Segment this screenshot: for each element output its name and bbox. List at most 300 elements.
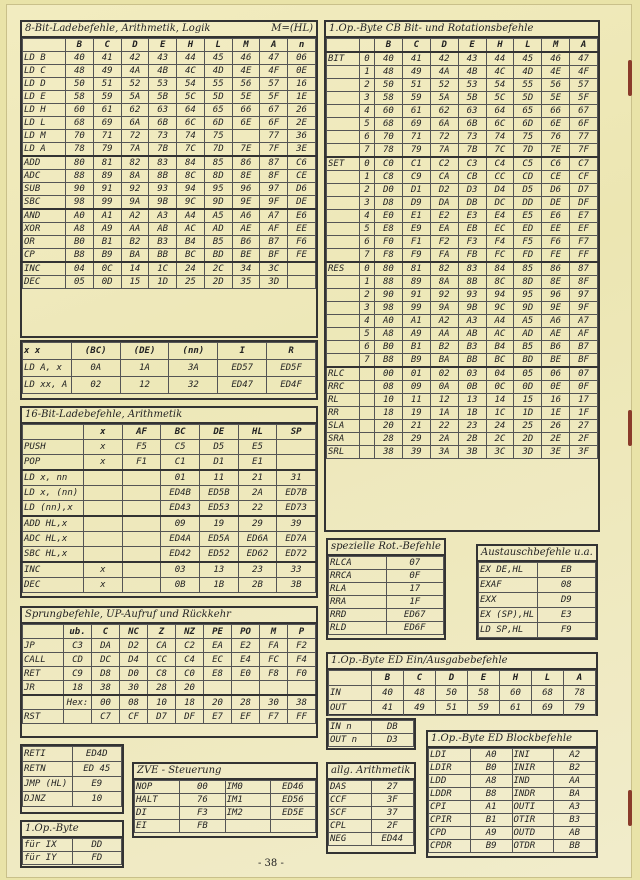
table-row — [23, 852, 122, 865]
block-grid — [428, 748, 596, 853]
table-row — [479, 608, 596, 623]
operand-cell — [84, 470, 123, 486]
opcode-cell: 3D — [260, 276, 288, 289]
opcode-cell: 0F — [386, 570, 444, 583]
table-row — [23, 547, 316, 563]
opcode-cell: 96 — [232, 183, 260, 196]
opcode-cell: 12 — [120, 377, 169, 394]
row-label: RRD — [329, 609, 387, 622]
opcode-cell: ED73 — [277, 501, 316, 517]
opcode-cell: E5 — [238, 440, 277, 455]
table-row — [23, 117, 316, 130]
column-header: E — [468, 671, 500, 686]
opcode-cell: F1 — [402, 236, 430, 249]
table-row — [429, 775, 596, 788]
opcode-cell: BD — [204, 249, 232, 263]
opcode-cell: 19 — [402, 407, 430, 420]
zve-table — [132, 762, 318, 838]
opcode-cell: 2C — [204, 262, 232, 276]
load8-mhl: M=(HL) — [271, 23, 313, 34]
table-row — [479, 563, 596, 578]
opcode-cell: 41 — [402, 52, 430, 66]
opcode-cell: AA — [121, 223, 149, 236]
opcode-cell: 7D — [514, 144, 542, 158]
opcode-cell: 85 — [204, 156, 232, 170]
column-header: x — [84, 425, 123, 440]
hex-cell: 20 — [204, 695, 232, 710]
opcode-cell: F6 — [542, 236, 570, 249]
row-label: CPL — [329, 820, 372, 833]
group-label: BIT — [327, 52, 360, 66]
opcode-cell: E0 — [375, 210, 403, 223]
opcode-cell: C0 — [176, 667, 204, 681]
opcode-cell: 5E — [542, 92, 570, 105]
opcode-cell: 69 — [402, 118, 430, 131]
opcode-cell: F0 — [375, 236, 403, 249]
opcode-cell: 91 — [93, 183, 121, 196]
opcode-cell: 79 — [564, 701, 596, 716]
table-row — [23, 170, 316, 183]
row-label: LD SP,HL — [479, 623, 538, 638]
opcode-cell: 78 — [66, 143, 94, 157]
opcode-cell: ED56 — [270, 794, 315, 807]
opcode-cell: 1F — [386, 596, 444, 609]
opcode-cell: 1A — [430, 407, 458, 420]
opcode-cell — [232, 681, 260, 696]
opcode-cell: D3 — [371, 734, 414, 747]
opcode-cell: B9 — [402, 354, 430, 368]
table-row — [327, 420, 598, 433]
table-row — [23, 52, 316, 65]
opcode-cell: 3A — [169, 360, 218, 377]
row-label: LD A, x — [23, 360, 72, 377]
opcode-cell: A2 — [554, 749, 596, 762]
row-label: RRCA — [329, 570, 387, 583]
table-row — [23, 249, 316, 263]
opcode-cell: 2F — [570, 433, 598, 446]
prefix-table — [20, 820, 124, 868]
opcode-cell: ED72 — [277, 547, 316, 563]
prefix-grid — [22, 838, 122, 865]
table-row — [329, 671, 596, 686]
group-label — [327, 289, 360, 302]
opcode-cell: FC — [486, 249, 514, 263]
group-label — [327, 276, 360, 289]
opcode-cell: A8 — [66, 223, 94, 236]
opcode-cell: 08 — [537, 578, 596, 593]
operand-cell: x — [84, 440, 123, 455]
table-row — [327, 328, 598, 341]
exchange-table — [476, 544, 598, 640]
opcode-cell: 17 — [570, 394, 598, 407]
opcode-cell: 18 — [375, 407, 403, 420]
table-row — [329, 609, 444, 622]
opcode-cell: ED46 — [270, 781, 315, 794]
column-header: L — [532, 671, 564, 686]
opcode-cell: B6 — [542, 341, 570, 354]
row-label: PUSH — [23, 440, 84, 455]
opcode-cell: 84 — [486, 262, 514, 276]
row-label: EXAF — [479, 578, 538, 593]
opcode-cell: D9 — [537, 593, 596, 608]
opcode-cell: 8F — [260, 170, 288, 183]
mnemonic-cell: DI — [135, 807, 180, 820]
opcode-cell: 5E — [232, 91, 260, 104]
mnemonic-cell: CPD — [429, 827, 471, 840]
group-label — [327, 144, 360, 158]
row-label: OUT n — [329, 734, 372, 747]
opcode-cell: B9 — [470, 840, 512, 853]
opcode-cell: 37 — [371, 807, 414, 820]
opcode-cell: A8 — [375, 328, 403, 341]
opcode-cell: 1D — [514, 407, 542, 420]
opcode-cell: 42 — [121, 52, 149, 65]
opcode-cell: DE — [542, 197, 570, 210]
opcode-cell: 65 — [204, 104, 232, 117]
opcode-cell: 89 — [93, 170, 121, 183]
opcode-cell: FD — [514, 249, 542, 263]
opcode-cell: 81 — [402, 262, 430, 276]
opcode-cell: A1 — [93, 209, 121, 223]
opcode-cell: F9 — [402, 249, 430, 263]
hex-label: Hex: — [64, 695, 92, 710]
opcode-cell: F0 — [288, 667, 316, 681]
opcode-cell: 6C — [177, 117, 205, 130]
opcode-cell: EB — [458, 223, 486, 236]
opcode-cell: ED47 — [218, 377, 267, 394]
opcode-cell: 28 — [375, 433, 403, 446]
opcode-cell: FE — [288, 249, 316, 263]
opcode-cell: FA — [430, 249, 458, 263]
opcode-cell: ED6A — [238, 532, 277, 547]
bit-index: 0 — [360, 157, 375, 171]
opcode-cell: 25 — [514, 420, 542, 433]
opcode-cell: 89 — [402, 276, 430, 289]
header-cell — [23, 625, 64, 639]
opcode-cell: 07 — [570, 367, 598, 381]
opcode-cell: F7 — [570, 236, 598, 249]
opcode-cell: F4 — [288, 653, 316, 667]
opcode-cell: B1 — [93, 236, 121, 249]
opcode-cell: 12 — [430, 394, 458, 407]
opcode-cell: 8E — [232, 170, 260, 183]
column-header: D — [121, 39, 149, 52]
opcode-cell: 62 — [430, 105, 458, 118]
row-label: für IY — [23, 852, 73, 865]
opcode-cell: 9A — [430, 302, 458, 315]
bit-index: 5 — [360, 223, 375, 236]
opcode-cell: ED7A — [277, 532, 316, 547]
opcode-cell: 79 — [402, 144, 430, 158]
opcode-cell: 9E — [542, 302, 570, 315]
opcode-cell: 55 — [514, 79, 542, 92]
column-header: R — [267, 343, 316, 360]
opcode-cell: 84 — [177, 156, 205, 170]
opcode-cell: EE — [288, 223, 316, 236]
opcode-cell: 06 — [542, 367, 570, 381]
table-row — [23, 777, 122, 792]
table-row — [23, 747, 122, 762]
column-header: M — [542, 39, 570, 53]
table-row — [135, 807, 316, 820]
group-label — [327, 354, 360, 368]
mnemonic-cell: OTIR — [512, 814, 554, 827]
opcode-cell: F3 — [180, 807, 225, 820]
opcode-cell: 80 — [66, 156, 94, 170]
table-row — [23, 360, 316, 377]
opcode-cell: 43 — [149, 52, 177, 65]
row-label: SUB — [23, 183, 66, 196]
opcode-cell: 57 — [260, 78, 288, 91]
row-label: OUT — [329, 701, 372, 716]
mnemonic-cell: IM2 — [225, 807, 270, 820]
opcode-cell: 65 — [514, 105, 542, 118]
opcode-cell: 0C — [93, 262, 121, 276]
opcode-cell: 18 — [64, 681, 92, 696]
mnemonic-cell: NOP — [135, 781, 180, 794]
opcode-cell: E2 — [430, 210, 458, 223]
table-row — [23, 562, 316, 578]
opcode-cell: A3 — [149, 209, 177, 223]
opcode-cell: ED44 — [371, 833, 414, 846]
opcode-cell: 9E — [232, 196, 260, 210]
table-row — [429, 762, 596, 775]
zve-grid — [134, 780, 316, 833]
opcode-cell: 4B — [149, 65, 177, 78]
group-label — [327, 223, 360, 236]
opcode-cell: ED 45 — [72, 762, 122, 777]
group-label — [327, 171, 360, 184]
operand-cell — [84, 516, 123, 532]
opcode-cell: B0 — [375, 341, 403, 354]
jump-title: Sprungbefehle, UP-Aufruf und Rückkehr — [22, 608, 316, 624]
opcode-cell: ED4A — [161, 532, 200, 547]
opcode-cell: 20 — [176, 681, 204, 696]
table-row — [327, 354, 598, 368]
table-row — [327, 52, 598, 66]
opcode-cell: 7A — [430, 144, 458, 158]
opcode-cell: E2 — [232, 639, 260, 653]
opcode-cell: 2E — [288, 117, 316, 130]
opcode-cell: EC — [204, 653, 232, 667]
opcode-cell: 10 — [72, 792, 122, 807]
opcode-cell: 6F — [260, 117, 288, 130]
opcode-cell: B2 — [430, 341, 458, 354]
opcode-cell: E3 — [537, 608, 596, 623]
operand-cell — [84, 486, 123, 501]
row-label: EX (SP),HL — [479, 608, 538, 623]
opcode-cell: 59 — [93, 91, 121, 104]
opcode-cell: A2 — [430, 315, 458, 328]
opcode-cell: FB — [180, 820, 225, 833]
opcode-cell: 44 — [177, 52, 205, 65]
ex-title: Austauschbefehle u.a. — [478, 546, 596, 562]
load8-title: 8-Bit-Ladebefehle, Arithmetik, Logik — [25, 23, 211, 34]
load8-header — [22, 22, 316, 38]
opcode-cell: F2 — [430, 236, 458, 249]
row-label: RR — [327, 407, 360, 420]
opcode-cell: FB — [458, 249, 486, 263]
opcode-cell: 24 — [177, 262, 205, 276]
row-label: DEC — [23, 276, 66, 289]
opcode-cell — [122, 470, 161, 486]
opcode-cell: C7 — [570, 157, 598, 171]
row-label: XOR — [23, 223, 66, 236]
arith-title: allg. Arithmetik — [328, 764, 414, 780]
opcode-cell: 6C — [486, 118, 514, 131]
mnemonic-cell: OUTI — [512, 801, 554, 814]
opcode-cell: 09 — [402, 381, 430, 394]
opcode-cell: AC — [177, 223, 205, 236]
opcode-cell: 26 — [542, 420, 570, 433]
opcode-cell: A9 — [470, 827, 512, 840]
mnemonic-cell: IM1 — [225, 794, 270, 807]
bit-index: 2 — [360, 79, 375, 92]
opcode-cell: 6D — [204, 117, 232, 130]
opcode-cell: 8B — [149, 170, 177, 183]
opcode-cell: F1 — [122, 455, 161, 471]
opcode-cell: 59 — [468, 701, 500, 716]
opcode-cell: 8C — [486, 276, 514, 289]
opcode-cell: 15 — [514, 394, 542, 407]
spacer-cell — [64, 710, 92, 724]
opcode-cell: 93 — [458, 289, 486, 302]
table-row — [479, 623, 596, 638]
table-row — [329, 583, 444, 596]
opcode-cell: 5F — [260, 91, 288, 104]
opcode-cell: 8D — [204, 170, 232, 183]
opcode-cell: 64 — [177, 104, 205, 117]
opcode-cell: 04 — [486, 367, 514, 381]
opcode-cell: 08 — [375, 381, 403, 394]
row-label: OR — [23, 236, 66, 249]
prefix-title: 1.Op.-Byte — [22, 822, 122, 838]
opcode-cell: AA — [430, 328, 458, 341]
opcode-cell: EA — [430, 223, 458, 236]
opcode-cell: E8 — [375, 223, 403, 236]
opcode-cell: 88 — [66, 170, 94, 183]
group-label — [327, 131, 360, 144]
opcode-cell: 60 — [500, 686, 532, 701]
opcode-cell: ED52 — [199, 547, 238, 563]
opcode-cell: B2 — [121, 236, 149, 249]
opcode-cell: AA — [554, 775, 596, 788]
opcode-cell: ED6F — [386, 622, 444, 635]
opcode-cell: D4 — [120, 653, 148, 667]
io-n-grid — [328, 720, 414, 747]
opcode-cell: 52 — [121, 78, 149, 91]
opcode-cell: C1 — [161, 455, 200, 471]
opcode-cell: B7 — [570, 341, 598, 354]
opcode-cell: 9F — [260, 196, 288, 210]
opcode-cell: 1F — [570, 407, 598, 420]
table-row — [479, 578, 596, 593]
opcode-cell: 48 — [404, 686, 436, 701]
opcode-cell: DF — [570, 197, 598, 210]
opcode-cell: DB — [371, 721, 414, 734]
opcode-cell: 02 — [430, 367, 458, 381]
opcode-cell: 4F — [570, 66, 598, 79]
opcode-cell: 7D — [204, 143, 232, 157]
table-row — [327, 144, 598, 158]
group-label — [327, 341, 360, 354]
jump-grid — [22, 624, 316, 724]
mnemonic-cell: INI — [512, 749, 554, 762]
opcode-cell: 58 — [468, 686, 500, 701]
table-row — [23, 236, 316, 249]
column-header: E — [149, 39, 177, 52]
table-row — [23, 667, 316, 681]
opcode-cell: 32 — [169, 377, 218, 394]
opcode-cell: B4 — [177, 236, 205, 249]
opcode-cell: 41 — [372, 701, 404, 716]
opcode-cell: ED62 — [238, 547, 277, 563]
bit-table — [324, 20, 600, 532]
mnemonic-cell: CPDR — [429, 840, 471, 853]
opcode-cell: 36 — [288, 130, 316, 143]
opcode-cell: E9 — [402, 223, 430, 236]
opcode-cell: 7F — [570, 144, 598, 158]
opcode-cell: C6 — [288, 156, 316, 170]
table-row — [23, 440, 316, 455]
opcode-cell: 56 — [542, 79, 570, 92]
opcode-cell: 5F — [570, 92, 598, 105]
table-row — [479, 593, 596, 608]
opcode-cell: 68 — [66, 117, 94, 130]
opcode-cell: 61 — [402, 105, 430, 118]
opcode-cell: D0 — [120, 667, 148, 681]
column-header: BC — [161, 425, 200, 440]
opcode-cell: 78 — [375, 144, 403, 158]
arith-table — [326, 762, 416, 854]
table-row — [327, 210, 598, 223]
opcode-cell: 3B — [458, 446, 486, 459]
table-row — [327, 236, 598, 249]
rst-cell: C7 — [92, 710, 120, 724]
opcode-cell: 43 — [458, 52, 486, 66]
load8-grid — [22, 38, 316, 289]
opcode-cell: BD — [514, 354, 542, 368]
opcode-cell: B2 — [554, 762, 596, 775]
opcode-cell: DC — [486, 197, 514, 210]
table-row — [327, 249, 598, 263]
opcode-cell: 4A — [121, 65, 149, 78]
opcode-cell: AD — [514, 328, 542, 341]
opcode-cell: 54 — [486, 79, 514, 92]
opcode-cell: ED4B — [161, 486, 200, 501]
opcode-cell: 8B — [458, 276, 486, 289]
bit-grid — [326, 38, 598, 459]
rst-label: RST — [23, 710, 64, 724]
opcode-cell: 82 — [121, 156, 149, 170]
opcode-cell: 73 — [458, 131, 486, 144]
opcode-cell — [122, 516, 161, 532]
opcode-cell: 2A — [238, 486, 277, 501]
opcode-cell: 06 — [288, 52, 316, 65]
group-label: RES — [327, 262, 360, 276]
rst-cell: E7 — [204, 710, 232, 724]
staple-mark — [628, 790, 632, 826]
opcode-cell: A6 — [542, 315, 570, 328]
opcode-cell: D0 — [375, 184, 403, 197]
opcode-cell — [122, 562, 161, 578]
column-header: H — [177, 39, 205, 52]
table-row — [135, 781, 316, 794]
table-row — [23, 223, 316, 236]
header-cell — [360, 39, 375, 53]
table-row — [23, 65, 316, 78]
opcode-cell: AC — [486, 328, 514, 341]
